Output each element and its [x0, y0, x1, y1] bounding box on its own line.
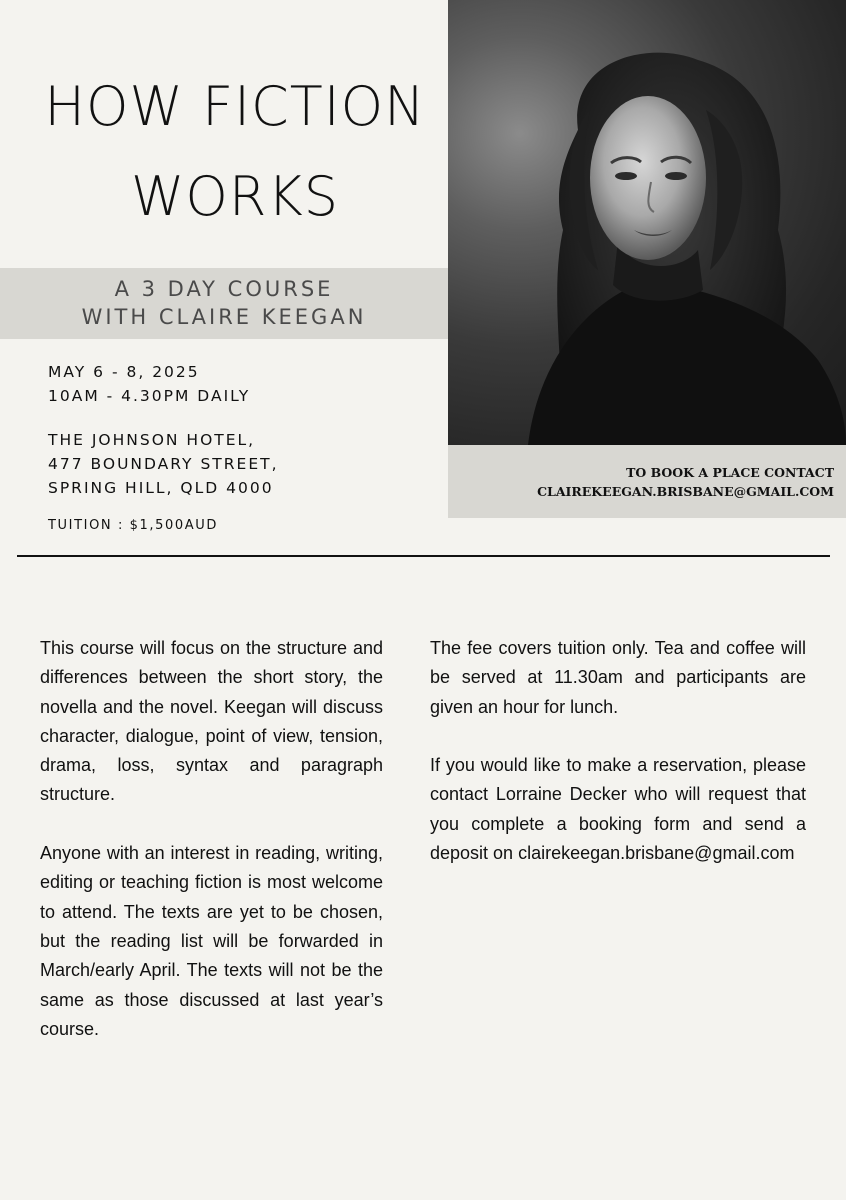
venue-line-3: SPRING HILL, QLD 4000	[48, 479, 274, 497]
venue-line-2: 477 BOUNDARY STREET,	[48, 455, 279, 473]
subtitle-line-2: WITH CLAIRE KEEGAN	[81, 305, 367, 329]
booking-contact	[448, 445, 846, 518]
booking-email[interactable]: CLAIREKEEGAN.BRISBANE@GMAIL.COM	[537, 484, 834, 499]
page-title	[0, 62, 470, 242]
title-line-1: HOW FICTION	[44, 75, 426, 138]
booking-label: TO BOOK A PLACE CONTACT	[626, 465, 834, 480]
body-paragraph: This course will focus on the structure and differences between the short story, the novella and the novel. Keegan will discuss character, dialogue, point of view, tension, drama, loss, syntax and paragraph structure.	[40, 638, 383, 805]
subtitle-line-1: A 3 DAY COURSE	[114, 277, 334, 301]
subtitle-band	[0, 268, 448, 339]
author-portrait-photo	[448, 0, 846, 445]
body-paragraph: Anyone with an interest in reading, writing, editing or teaching fiction is most welcome to attend. The texts are yet to be chosen, but the reading list will be forwarded in March/early April. The texts will not be the same as those discussed at last year’s course.	[40, 843, 383, 1039]
venue-address	[48, 428, 279, 500]
body-column-right	[430, 634, 806, 898]
tuition-fee: TUITION : $1,500AUD	[48, 518, 218, 533]
venue-line-1: THE JOHNSON HOTEL,	[48, 431, 256, 449]
body-paragraph: If you would like to make a reservation, please contact Lorraine Decker who will request that you complete a booking form and send a deposit on clairekeegan.brisbane@gmail.com	[430, 755, 806, 864]
portrait-illustration	[448, 0, 846, 445]
divider	[17, 555, 830, 557]
body-paragraph: The fee covers tuition only. Tea and coffee will be served at 11.30am and participants are given an hour for lunch.	[430, 638, 806, 717]
schedule	[48, 360, 250, 408]
course-hours: 10AM - 4.30PM DAILY	[48, 387, 251, 405]
body-column-left	[40, 634, 383, 1073]
title-line-2: WORKS	[130, 165, 340, 228]
course-dates: MAY 6 - 8, 2025	[48, 363, 200, 381]
